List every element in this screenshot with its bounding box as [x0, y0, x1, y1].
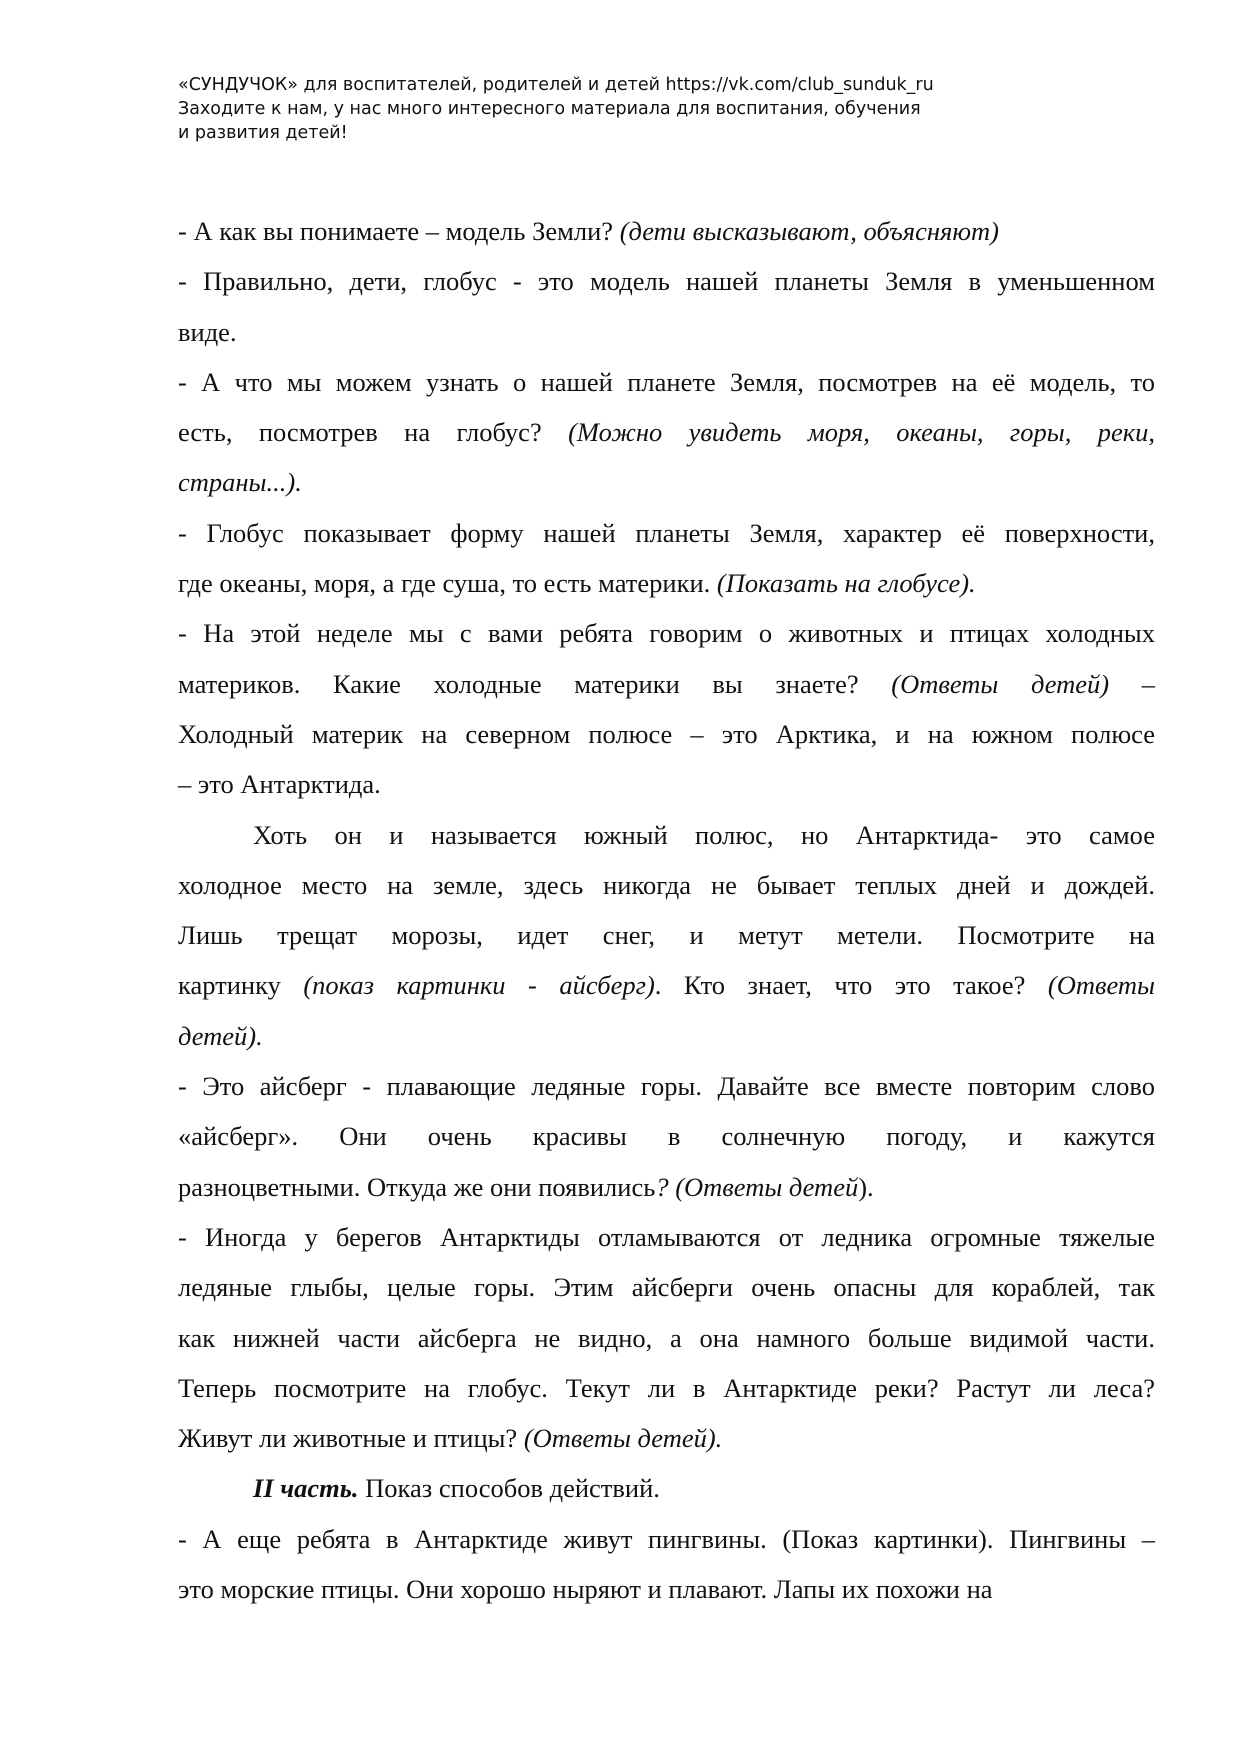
text-line: «айсберг». Они очень красивы в солнечную погоду, и кажутся: [178, 1121, 1155, 1152]
text-run: . Кто знает, что это такое?: [654, 970, 1048, 1001]
italic-note: (показ картинки - айсберг): [303, 970, 655, 1001]
italic-note: (дети высказывают, объясняют): [619, 216, 999, 246]
text-run: разноцветными. Откуда же они появились: [178, 1171, 656, 1202]
italic-note: страны...).: [178, 467, 302, 498]
text-line: - А еще ребята в Антарктиде живут пингвины. (Показ картинки). Пингвины –: [178, 1523, 1155, 1554]
text-run: есть, посмотрев на глобус?: [178, 417, 569, 448]
text-line: [178, 206, 1155, 256]
text-line: - Иногда у берегов Антарктиды отламываются от ледника огромные тяжелые: [178, 1221, 1155, 1252]
text-run: где океаны, моря, а где суша, то есть материки.: [178, 568, 717, 599]
text-line: Хоть он и называется южный полюс, но Антарктида- это самое: [253, 819, 1155, 850]
text-line: Теперь посмотрите на глобус. Текут ли в Антарктиде реки? Растут ли леса?: [178, 1372, 1155, 1403]
italic-note: (Ответы детей): [891, 668, 1110, 699]
text-line: [178, 1413, 1155, 1463]
text-line: [178, 659, 1155, 709]
text-line: - Это айсберг - плавающие ледяные горы. Давайте все вместе повторим слово: [178, 1071, 1155, 1102]
text-line: Холодный материк на северном полюсе – это Арктика, и на южном полюсе: [178, 718, 1155, 749]
section-heading-line: [178, 1463, 1155, 1513]
text-run: - А как вы понимаете – модель Земли?: [178, 216, 620, 246]
header-line: «СУНДУЧОК» для воспитателей, родителей и детей https://vk.com/club_sunduk_ru: [178, 75, 934, 95]
section-label: II часть.: [253, 1473, 359, 1504]
italic-note: ? (Ответы детей: [655, 1171, 859, 1202]
text-line: [178, 1162, 1155, 1212]
text-line: виде.: [178, 316, 237, 347]
text-run: ).: [858, 1171, 874, 1202]
text-line: [178, 407, 1155, 457]
document-body: [178, 206, 1155, 1614]
text-line: – это Антарктида.: [178, 769, 381, 800]
italic-note: (Ответы детей).: [523, 1423, 723, 1454]
text-line: - На этой неделе мы с вами ребята говорим о животных и птицах холодных: [178, 618, 1155, 649]
italic-note: детей).: [178, 1020, 263, 1051]
text-run: Показ способов действий.: [358, 1473, 660, 1504]
page-header: [178, 73, 1078, 145]
text-line: - Глобус показывает форму нашей планеты Земля, характер её поверхности,: [178, 517, 1155, 548]
text-line: как нижней части айсберга не видно, а она намного больше видимой части.: [178, 1322, 1155, 1353]
italic-note: (Можно увидеть моря, океаны, горы, реки,: [568, 417, 1155, 448]
header-line: Заходите к нам, у нас много интересного материала для воспитания, обучения: [178, 99, 921, 119]
text-run: материков. Какие холодные материки вы знаете?: [178, 668, 892, 699]
text-line: - А что мы можем узнать о нашей планете Земля, посмотрев на её модель, то: [178, 366, 1155, 397]
text-line: холодное место на земле, здесь никогда не бывает теплых дней и дождей.: [178, 869, 1155, 900]
text-run: картинку: [178, 970, 304, 1001]
text-line: Лишь трещат морозы, идет снег, и метут метели. Посмотрите на: [178, 920, 1155, 951]
text-line: это морские птицы. Они хорошо ныряют и плавают. Лапы их похожи на: [178, 1574, 993, 1605]
italic-note: (Показать на глобусе).: [716, 568, 976, 599]
text-line: [178, 1011, 1155, 1061]
italic-note: (Ответы: [1047, 970, 1155, 1001]
text-line: - Правильно, дети, глобус - это модель нашей планеты Земля в уменьшенном: [178, 266, 1155, 297]
text-line: [178, 960, 1155, 1010]
text-line: [178, 558, 1155, 608]
text-line: [178, 457, 1155, 507]
text-run: –: [1109, 668, 1156, 699]
text-run: Живут ли животные и птицы?: [178, 1423, 524, 1454]
header-line: и развития детей!: [178, 123, 348, 143]
text-line: ледяные глыбы, целые горы. Этим айсберги очень опасны для кораблей, так: [178, 1272, 1155, 1303]
